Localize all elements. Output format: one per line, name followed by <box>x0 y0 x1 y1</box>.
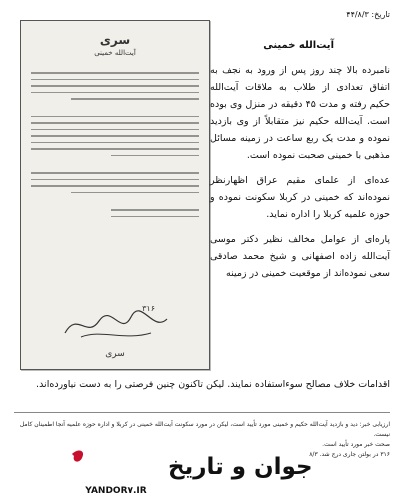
scanned-document-image <box>20 20 210 370</box>
section-divider <box>14 412 390 413</box>
body-paragraph: پاره‌ای از عوامل مخالف نظیر دکتر موسی آیت‌الله زاده اصفهانی و شیخ محمد صادقی سعی نموده‌اند از موقعیت خمینی در زمینه <box>210 234 390 279</box>
note-line: ارزیابی خبر: دید و بازدید آیت‌الله حکیم و خمینی مورد تأیید است، لیکن در مورد سکونت آیت‌الله خمینی در کربلا و اداره حوزه علمیه آنجا اطمینان کامل نیست. <box>19 421 390 438</box>
body-paragraph: نامبرده بالا چند روز پس از ورود به نجف به اتفاق تعدادی از طلاب به ملاقات آیت‌الله حکیم رفته و مدت ۴۵ دقیقه در منزل وی بوده است. آیت‌الله حکیم نیز متقابلاً از وی بازدید نموده و مدت یک ربع ساعت در زمینه مسائل مذهبی با خمینی صحبت نموده است. <box>210 65 390 161</box>
logo-title: جوان و تاریخ <box>168 454 313 480</box>
document-handwritten-lines <box>31 67 199 222</box>
document-date: تاریخ: ۴۴/۸/۳ <box>346 10 390 19</box>
document-classification: سری <box>99 33 131 47</box>
logo-accent-mark <box>72 451 83 462</box>
note-line: صحت خبر مورد تأیید است. <box>322 441 390 448</box>
report-body <box>210 62 390 290</box>
note-line: ۳۱۶ در بولتن جاری درج شد. ۸/۳ <box>309 451 390 458</box>
body-paragraph: عده‌ای از علمای مقیم عراق اظهارنظر نموده‌اند که خمینی در کربلا سکونت نموده و حوزه علمیه کربلا را اداره نماید. <box>210 175 390 220</box>
site-watermark-logo <box>6 446 313 498</box>
subject-heading: آیت‌الله خمینی <box>263 40 334 51</box>
signature-scribble <box>61 307 171 343</box>
body-paragraph-continuation: اقدامات خلاف مصالح سوءاستفاده نمایند. لیکن تاکنون چنین فرصتی را به دست نیاورده‌اند. <box>36 379 390 390</box>
logo-site-url: YANDOR۷.IR <box>85 486 147 496</box>
document-number: ۳۱۶ <box>142 304 155 313</box>
document-subject: آیت‌الله خمینی <box>94 49 136 57</box>
document-footer-classification: سری <box>105 349 125 359</box>
document-header <box>21 33 209 57</box>
